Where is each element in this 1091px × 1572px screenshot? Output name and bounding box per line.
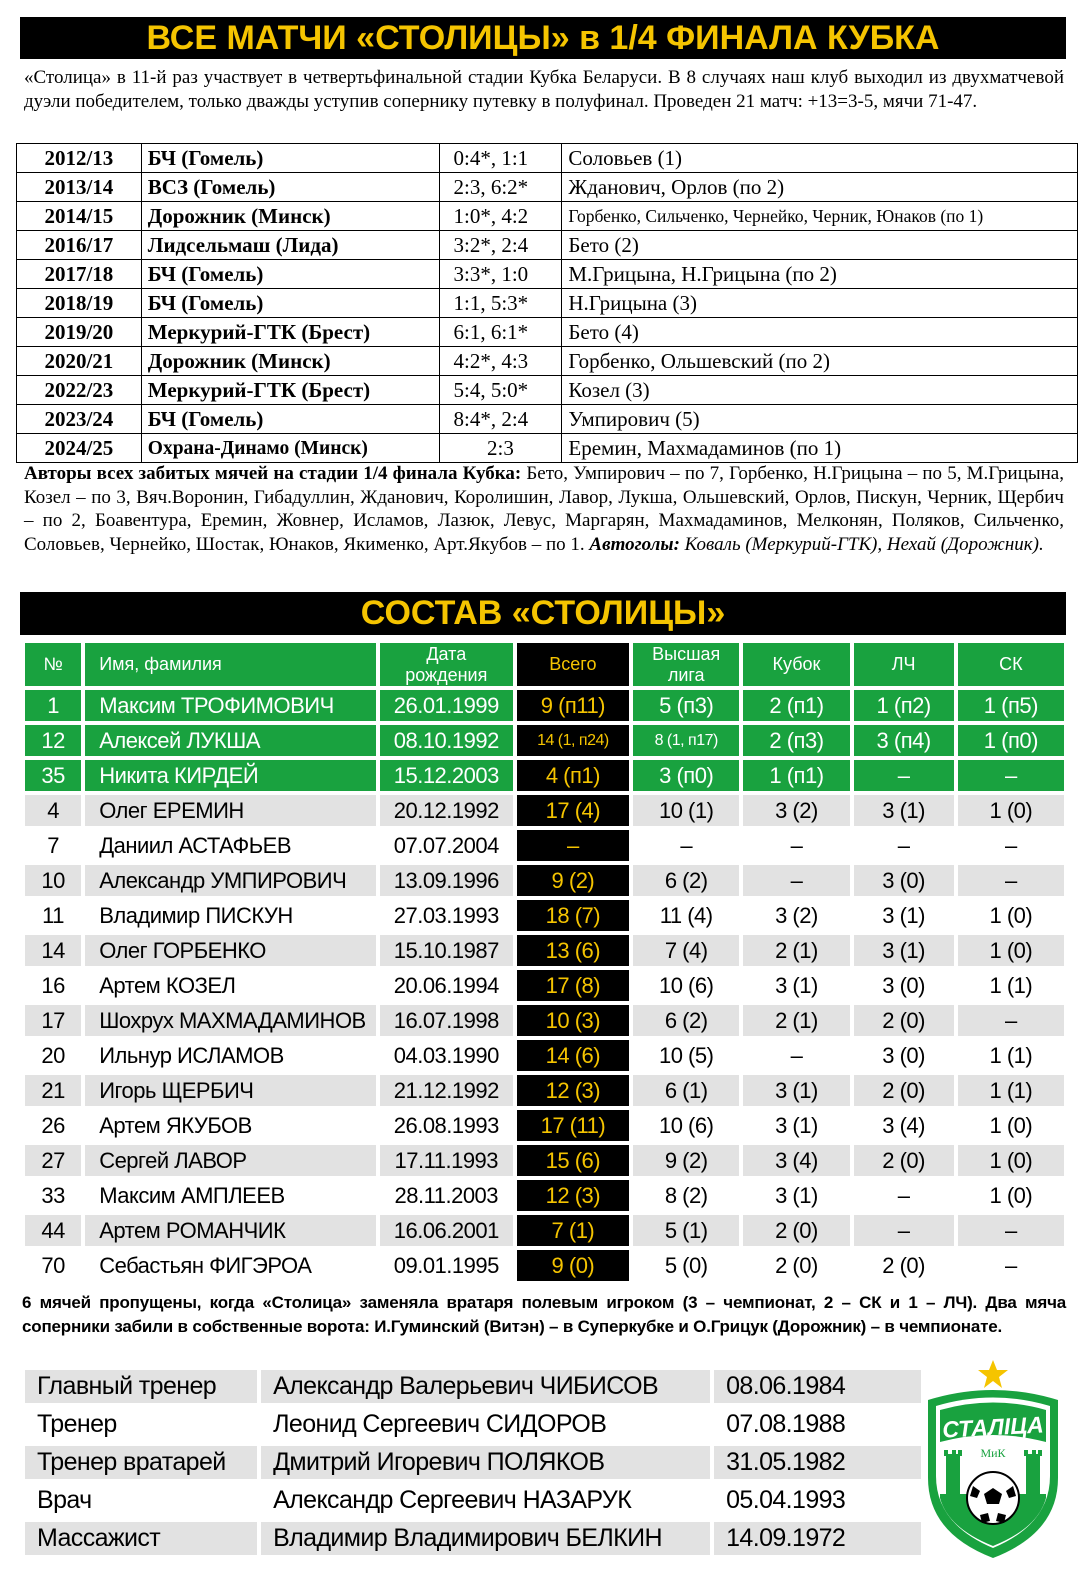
- match-row: [17, 260, 1078, 289]
- player-top-league: 9 (2): [633, 1145, 739, 1176]
- squad-row: [25, 690, 1064, 721]
- match-season: 2020/21: [17, 347, 142, 376]
- match-score: 4:2*, 4:3: [439, 347, 562, 376]
- player-total: –: [517, 830, 629, 861]
- match-scorers: Умпирович (5): [562, 405, 1078, 434]
- player-champions-league: –: [854, 1180, 954, 1211]
- staff-name: Александр Валерьевич ЧИБИСОВ: [261, 1370, 710, 1403]
- squad-table: [21, 639, 1068, 1285]
- match-score: 1:1, 5:3*: [439, 289, 562, 318]
- player-birth-date: 21.12.1992: [380, 1075, 513, 1106]
- player-name: Сергей ЛАВОР: [85, 1145, 376, 1176]
- player-super-cup: 1 (1): [958, 970, 1064, 1001]
- squad-row: [25, 1040, 1064, 1071]
- player-number: 17: [25, 1005, 81, 1036]
- player-super-cup: 1 (1): [958, 1040, 1064, 1071]
- player-cup: –: [743, 1040, 849, 1071]
- player-birth-date: 20.12.1992: [380, 795, 513, 826]
- player-super-cup: 1 (п0): [958, 725, 1064, 756]
- header-top-league: [633, 643, 739, 686]
- player-total: 15 (6): [517, 1145, 629, 1176]
- match-score: 8:4*, 2:4: [439, 405, 562, 434]
- player-champions-league: –: [854, 830, 954, 861]
- match-season: 2016/17: [17, 231, 142, 260]
- match-season: 2018/19: [17, 289, 142, 318]
- player-champions-league: 3 (1): [854, 900, 954, 931]
- player-super-cup: 1 (1): [958, 1075, 1064, 1106]
- player-top-league: 5 (1): [633, 1215, 739, 1246]
- match-score: 1:0*, 4:2: [439, 202, 562, 231]
- match-score: 6:1, 6:1*: [439, 318, 562, 347]
- header-name: Имя, фамилия: [85, 643, 376, 686]
- player-champions-league: 1 (п2): [854, 690, 954, 721]
- player-birth-date: 13.09.1996: [380, 865, 513, 896]
- squad-footnote: 6 мячей пропущены, когда «Столица» заменяла вратаря полевым игроком (3 – чемпионат, 2 – СК и 1 – ЛЧ). Два мяча соперники забили в собственные ворота: И.Гуминский (Витэн) – в Суперкубке и О.Грицук (Дорожник) – в чемпионате.: [22, 1293, 1066, 1336]
- staff-birth-date: 08.06.1984: [714, 1370, 921, 1403]
- player-name: Артем РОМАНЧИК: [85, 1215, 376, 1246]
- player-top-league: 10 (6): [633, 1110, 739, 1141]
- player-number: 7: [25, 830, 81, 861]
- player-number: 35: [25, 760, 81, 791]
- player-number: 16: [25, 970, 81, 1001]
- staff-role: Врач: [25, 1484, 257, 1517]
- player-champions-league: 2 (0): [854, 1250, 954, 1281]
- squad-row: [25, 1110, 1064, 1141]
- player-name: Себастьян ФИГЭРОА: [85, 1250, 376, 1281]
- squad-row: [25, 865, 1064, 896]
- match-scorers: Горбенко, Сильченко, Чернейко, Черник, Юнаков (по 1): [562, 202, 1078, 231]
- player-top-league: 10 (5): [633, 1040, 739, 1071]
- player-name: Максим АМПЛЕЕВ: [85, 1180, 376, 1211]
- player-super-cup: 1 (0): [958, 1145, 1064, 1176]
- staff-role: Массажист: [25, 1522, 257, 1555]
- player-cup: 3 (4): [743, 1145, 849, 1176]
- player-champions-league: 2 (0): [854, 1145, 954, 1176]
- match-season: 2013/14: [17, 173, 142, 202]
- player-champions-league: –: [854, 760, 954, 791]
- player-name: Артем КОЗЕЛ: [85, 970, 376, 1001]
- player-top-league: –: [633, 830, 739, 861]
- match-season: 2017/18: [17, 260, 142, 289]
- player-champions-league: 2 (0): [854, 1075, 954, 1106]
- player-champions-league: 3 (0): [854, 865, 954, 896]
- player-cup: 3 (2): [743, 795, 849, 826]
- match-score: 2:3: [439, 434, 562, 463]
- crest-text: СТАЛІЦА: [941, 1411, 1045, 1443]
- player-number: 12: [25, 725, 81, 756]
- player-total: 9 (0): [517, 1250, 629, 1281]
- match-scorers: Козел (3): [562, 376, 1078, 405]
- player-champions-league: 3 (0): [854, 970, 954, 1001]
- match-opponent: БЧ (Гомель): [141, 405, 439, 434]
- squad-row: [25, 1250, 1064, 1281]
- match-scorers: Бето (2): [562, 231, 1078, 260]
- match-season: 2022/23: [17, 376, 142, 405]
- player-total: 17 (8): [517, 970, 629, 1001]
- player-champions-league: 3 (1): [854, 795, 954, 826]
- player-super-cup: 1 (0): [958, 1180, 1064, 1211]
- player-birth-date: 07.07.2004: [380, 830, 513, 861]
- player-number: 44: [25, 1215, 81, 1246]
- player-champions-league: 3 (0): [854, 1040, 954, 1071]
- player-cup: 2 (1): [743, 1005, 849, 1036]
- match-opponent: БЧ (Гомель): [141, 260, 439, 289]
- player-number: 26: [25, 1110, 81, 1141]
- match-score: 5:4, 5:0*: [439, 376, 562, 405]
- player-number: 21: [25, 1075, 81, 1106]
- player-name: Владимир ПИСКУН: [85, 900, 376, 931]
- header-top-league-line1: Высшая: [652, 643, 721, 664]
- player-cup: –: [743, 830, 849, 861]
- player-number: 27: [25, 1145, 81, 1176]
- player-super-cup: –: [958, 1250, 1064, 1281]
- match-scorers: М.Грицына, Н.Грицына (по 2): [562, 260, 1078, 289]
- match-row: [17, 231, 1078, 260]
- player-birth-date: 09.01.1995: [380, 1250, 513, 1281]
- match-scorers: Соловьев (1): [562, 144, 1078, 173]
- staff-birth-date: 31.05.1982: [714, 1446, 921, 1479]
- scorers-paragraph: [24, 462, 1064, 556]
- player-birth-date: 27.03.1993: [380, 900, 513, 931]
- player-super-cup: –: [958, 865, 1064, 896]
- player-top-league: 5 (п3): [633, 690, 739, 721]
- player-name: Олег ГОРБЕНКО: [85, 935, 376, 966]
- match-opponent: Дорожник (Минск): [141, 202, 439, 231]
- player-total: 9 (2): [517, 865, 629, 896]
- player-birth-date: 26.08.1993: [380, 1110, 513, 1141]
- quarterfinal-matches-table: [16, 143, 1078, 463]
- player-champions-league: 3 (4): [854, 1110, 954, 1141]
- header-cup: Кубок: [743, 643, 849, 686]
- player-cup: 2 (п3): [743, 725, 849, 756]
- player-name: Алексей ЛУКША: [85, 725, 376, 756]
- player-champions-league: 3 (п4): [854, 725, 954, 756]
- player-birth-date: 26.01.1999: [380, 690, 513, 721]
- player-number: 1: [25, 690, 81, 721]
- player-cup: 3 (1): [743, 1110, 849, 1141]
- player-total: 7 (1): [517, 1215, 629, 1246]
- player-total: 10 (3): [517, 1005, 629, 1036]
- staff-row: [25, 1408, 921, 1441]
- match-opponent: Дорожник (Минск): [141, 347, 439, 376]
- player-name: Александр УМПИРОВИЧ: [85, 865, 376, 896]
- match-row: [17, 318, 1078, 347]
- match-season: 2023/24: [17, 405, 142, 434]
- player-name: Артем ЯКУБОВ: [85, 1110, 376, 1141]
- squad-row: [25, 1215, 1064, 1246]
- match-scorers: Н.Грицына (3): [562, 289, 1078, 318]
- player-top-league: 10 (1): [633, 795, 739, 826]
- player-birth-date: 15.10.1987: [380, 935, 513, 966]
- player-birth-date: 16.06.2001: [380, 1215, 513, 1246]
- player-cup: 3 (1): [743, 1075, 849, 1106]
- player-cup: 2 (0): [743, 1215, 849, 1246]
- staff-role: Тренер вратарей: [25, 1446, 257, 1479]
- staff-birth-date: 07.08.1988: [714, 1408, 921, 1441]
- player-super-cup: –: [958, 830, 1064, 861]
- squad-header-row: [25, 643, 1064, 686]
- player-name: Максим ТРОФИМОВИЧ: [85, 690, 376, 721]
- staff-birth-date: 05.04.1993: [714, 1484, 921, 1517]
- match-scorers: Бето (4): [562, 318, 1078, 347]
- club-crest-icon: [918, 1358, 1068, 1563]
- player-cup: 2 (п1): [743, 690, 849, 721]
- player-cup: 2 (0): [743, 1250, 849, 1281]
- player-birth-date: 16.07.1998: [380, 1005, 513, 1036]
- match-row: [17, 144, 1078, 173]
- squad-row: [25, 935, 1064, 966]
- match-season: 2012/13: [17, 144, 142, 173]
- player-name: Шохрух МАХМАДАМИНОВ: [85, 1005, 376, 1036]
- squad-row: [25, 830, 1064, 861]
- match-season: 2024/25: [17, 434, 142, 463]
- player-cup: 3 (2): [743, 900, 849, 931]
- player-super-cup: –: [958, 1215, 1064, 1246]
- player-super-cup: 1 (0): [958, 1110, 1064, 1141]
- match-scorers: Жданович, Орлов (по 2): [562, 173, 1078, 202]
- squad-row: [25, 1075, 1064, 1106]
- player-birth-date: 15.12.2003: [380, 760, 513, 791]
- staff-role: Тренер: [25, 1408, 257, 1441]
- player-birth-date: 20.06.1994: [380, 970, 513, 1001]
- staff-role: Главный тренер: [25, 1370, 257, 1403]
- player-cup: 3 (1): [743, 970, 849, 1001]
- match-score: 0:4*, 1:1: [439, 144, 562, 173]
- player-total: 18 (7): [517, 900, 629, 931]
- squad-row: [25, 1180, 1064, 1211]
- player-champions-league: –: [854, 1215, 954, 1246]
- match-row: [17, 434, 1078, 463]
- player-top-league: 6 (1): [633, 1075, 739, 1106]
- player-number: 11: [25, 900, 81, 931]
- match-season: 2019/20: [17, 318, 142, 347]
- player-birth-date: 08.10.1992: [380, 725, 513, 756]
- player-name: Игорь ЩЕРБИЧ: [85, 1075, 376, 1106]
- intro-paragraph: «Столица» в 11-й раз участвует в четвертьфинальной стадии Кубка Беларуси. В 8 случаях наш клуб выходил из двухматчевой дуэли победителем, только дважды уступив сопернику путевку в полуфинал. Проведен 21 матч: +13=3-5, мячи 71-47.: [24, 67, 1064, 112]
- player-top-league: 6 (2): [633, 865, 739, 896]
- match-season: 2014/15: [17, 202, 142, 231]
- match-opponent: Охрана-Динамо (Минск): [141, 434, 439, 463]
- own-goals-label: Автоголы:: [589, 533, 680, 555]
- match-row: [17, 405, 1078, 434]
- player-champions-league: 3 (1): [854, 935, 954, 966]
- staff-row: [25, 1522, 921, 1555]
- header-birth-date: [380, 643, 513, 686]
- player-top-league: 10 (6): [633, 970, 739, 1001]
- player-number: 33: [25, 1180, 81, 1211]
- match-row: [17, 173, 1078, 202]
- player-total: 17 (4): [517, 795, 629, 826]
- player-top-league: 6 (2): [633, 1005, 739, 1036]
- player-total: 14 (6): [517, 1040, 629, 1071]
- player-total: 12 (3): [517, 1075, 629, 1106]
- player-super-cup: 1 (п5): [958, 690, 1064, 721]
- match-score: 3:2*, 2:4: [439, 231, 562, 260]
- player-cup: 2 (1): [743, 935, 849, 966]
- header-top-league-line2: лига: [667, 664, 705, 685]
- player-top-league: 8 (1, п17): [633, 725, 739, 756]
- player-cup: 1 (п1): [743, 760, 849, 791]
- staff-row: [25, 1370, 921, 1403]
- scorers-list: Бето, Умпирович – по 7, Горбенко, Н.Грицына – по 5, М.Грицына, Козел – по 3, Вяч.Воронин, Гибадуллин, Жданович, Королишин, Лавор, Лукша, Ольшевский, Орлов, Пискун, Черник, Щербич – по 2, Боавентура, Еремин, Жовнер, Исламов, Лазюк, Левус, Маргарян, Махмадаминов, Мелконян, Поляков, Сильченко, Соловьев, Чернейко, Шостак, Юнаков, Якименко, Арт.Якубов – по 1.: [24, 463, 1064, 555]
- player-number: 20: [25, 1040, 81, 1071]
- player-birth-date: 28.11.2003: [380, 1180, 513, 1211]
- header-total: Всего: [517, 643, 629, 686]
- match-score: 2:3, 6:2*: [439, 173, 562, 202]
- squad-row: [25, 725, 1064, 756]
- player-name: Олег ЕРЕМИН: [85, 795, 376, 826]
- header-champions-league: ЛЧ: [854, 643, 954, 686]
- player-total: 17 (11): [517, 1110, 629, 1141]
- player-super-cup: 1 (0): [958, 795, 1064, 826]
- match-opponent: Меркурий-ГТК (Брест): [141, 318, 439, 347]
- player-cup: 3 (1): [743, 1180, 849, 1211]
- player-number: 70: [25, 1250, 81, 1281]
- staff-row: [25, 1484, 921, 1517]
- player-total: 9 (п11): [517, 690, 629, 721]
- player-name: Ильнур ИСЛАМОВ: [85, 1040, 376, 1071]
- player-cup: –: [743, 865, 849, 896]
- player-birth-date: 17.11.1993: [380, 1145, 513, 1176]
- squad-row: [25, 1005, 1064, 1036]
- header-super-cup: СК: [958, 643, 1064, 686]
- staff-name: Владимир Владимирович БЕЛКИН: [261, 1522, 710, 1555]
- player-total: 14 (1, п24): [517, 725, 629, 756]
- player-super-cup: 1 (0): [958, 935, 1064, 966]
- staff-row: [25, 1446, 921, 1479]
- match-opponent: Меркурий-ГТК (Брест): [141, 376, 439, 405]
- match-opponent: ВСЗ (Гомель): [141, 173, 439, 202]
- header-number: №: [25, 643, 81, 686]
- squad-title: СОСТАВ «СТОЛИЦЫ»: [20, 592, 1066, 635]
- match-row: [17, 289, 1078, 318]
- player-top-league: 8 (2): [633, 1180, 739, 1211]
- player-number: 10: [25, 865, 81, 896]
- player-number: 14: [25, 935, 81, 966]
- header-birth-date-line2: рождения: [405, 664, 488, 685]
- match-opponent: БЧ (Гомель): [141, 144, 439, 173]
- player-super-cup: 1 (0): [958, 900, 1064, 931]
- crest-initials: МиК: [980, 1446, 1006, 1460]
- player-total: 12 (3): [517, 1180, 629, 1211]
- match-opponent: Лидсельмаш (Лида): [141, 231, 439, 260]
- player-number: 4: [25, 795, 81, 826]
- squad-row: [25, 795, 1064, 826]
- player-top-league: 11 (4): [633, 900, 739, 931]
- player-total: 4 (п1): [517, 760, 629, 791]
- match-scorers: Еремин, Махмадаминов (по 1): [562, 434, 1078, 463]
- match-row: [17, 347, 1078, 376]
- player-top-league: 7 (4): [633, 935, 739, 966]
- match-row: [17, 376, 1078, 405]
- staff-name: Александр Сергеевич НАЗАРУК: [261, 1484, 710, 1517]
- match-score: 3:3*, 1:0: [439, 260, 562, 289]
- match-row: [17, 202, 1078, 231]
- player-top-league: 5 (0): [633, 1250, 739, 1281]
- own-goals-list: Коваль (Меркурий-ГТК), Нехай (Дорожник).: [679, 533, 1044, 555]
- player-top-league: 3 (п0): [633, 760, 739, 791]
- squad-row: [25, 1145, 1064, 1176]
- player-super-cup: –: [958, 1005, 1064, 1036]
- match-opponent: БЧ (Гомель): [141, 289, 439, 318]
- page-title: ВСЕ МАТЧИ «СТОЛИЦЫ» в 1/4 ФИНАЛА КУБКА: [20, 17, 1066, 59]
- squad-row: [25, 900, 1064, 931]
- staff-name: Леонид Сергеевич СИДОРОВ: [261, 1408, 710, 1441]
- player-birth-date: 04.03.1990: [380, 1040, 513, 1071]
- staff-name: Дмитрий Игоревич ПОЛЯКОВ: [261, 1446, 710, 1479]
- staff-table: [21, 1365, 925, 1560]
- player-name: Даниил АСТАФЬЕВ: [85, 830, 376, 861]
- match-scorers: Горбенко, Ольшевский (по 2): [562, 347, 1078, 376]
- player-champions-league: 2 (0): [854, 1005, 954, 1036]
- squad-row: [25, 760, 1064, 791]
- player-name: Никита КИРДЕЙ: [85, 760, 376, 791]
- header-birth-date-line1: Дата: [426, 643, 467, 664]
- scorers-label: Авторы всех забитых мячей на стадии 1/4 финала Кубка:: [24, 463, 522, 484]
- squad-row: [25, 970, 1064, 1001]
- staff-birth-date: 14.09.1972: [714, 1522, 921, 1555]
- player-total: 13 (6): [517, 935, 629, 966]
- player-super-cup: –: [958, 760, 1064, 791]
